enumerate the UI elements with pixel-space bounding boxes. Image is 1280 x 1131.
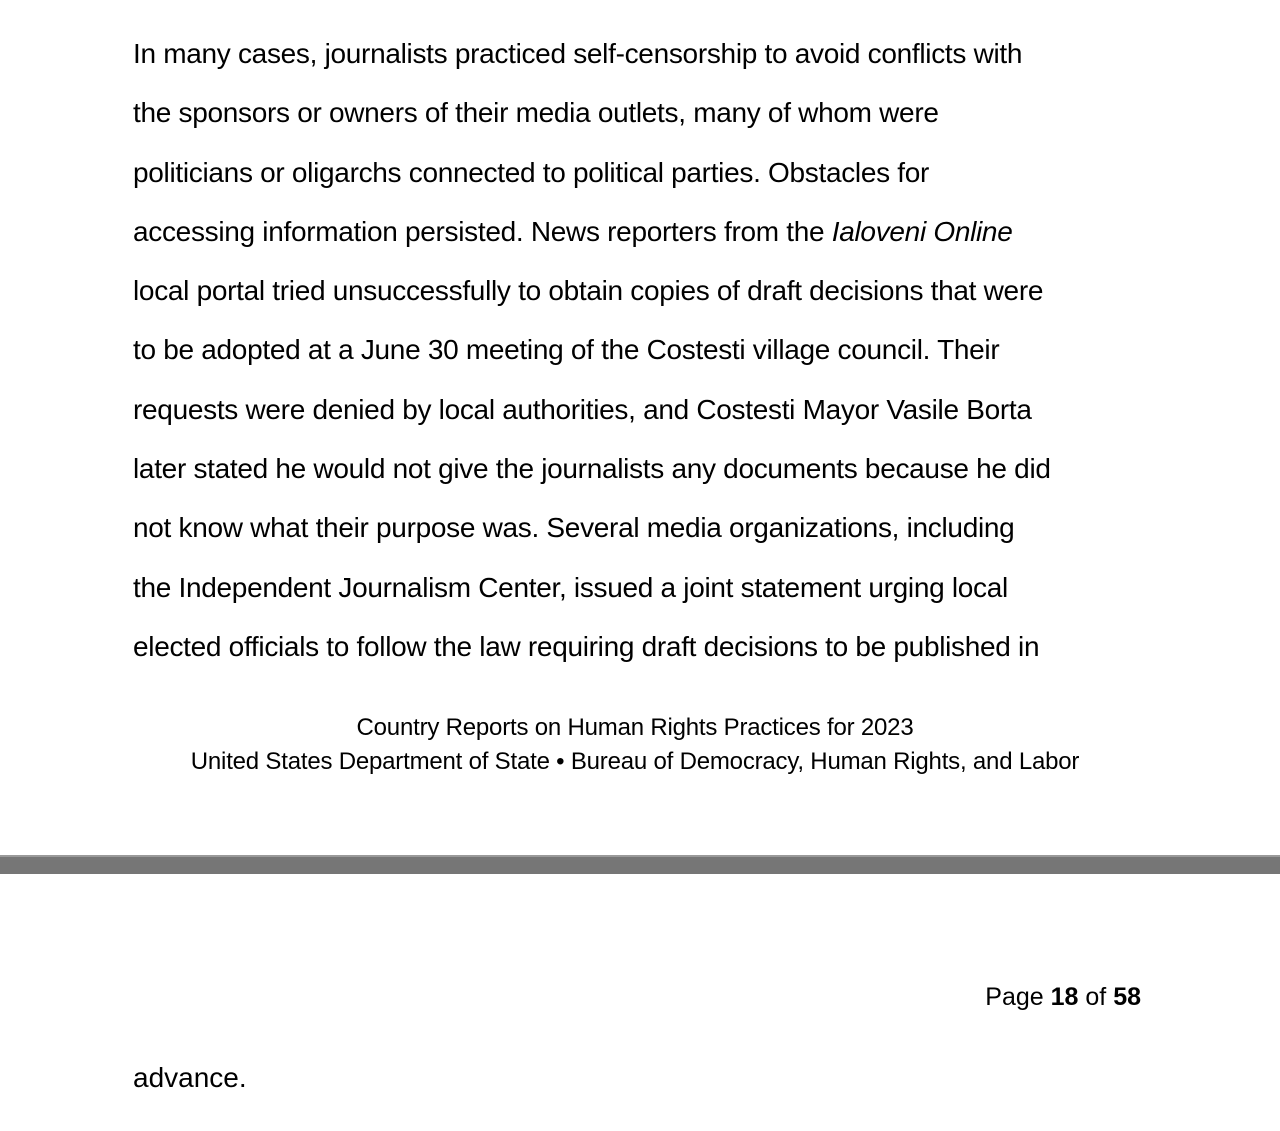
page-total: 58 [1113, 983, 1141, 1011]
footer-report-title: Country Reports on Human Rights Practices for 2023 [356, 714, 914, 741]
page-footer [0, 711, 1270, 779]
italic-publication-title: Ialoveni Online [831, 215, 1013, 247]
page-label: Page [985, 983, 1051, 1011]
text-line: not know what their purpose was. Several media organizations, including [133, 512, 1015, 544]
text-line: later stated he would not give the journalists any documents because he did [133, 453, 1051, 485]
text-segment: accessing information persisted. News reporters from the [133, 215, 832, 247]
page-current: 18 [1050, 983, 1079, 1011]
text-line: local portal tried unsuccessfully to obtain copies of draft decisions that were [133, 275, 1044, 307]
text-line: the Independent Journalism Center, issued a joint statement urging local [133, 571, 1008, 603]
continued-text: advance. [133, 1062, 247, 1093]
text-line: elected officials to follow the law requiring draft decisions to be published in [133, 630, 1040, 662]
page-of: of [1078, 983, 1114, 1011]
text-line: requests were denied by local authorities, and Costesti Mayor Vasile Borta [133, 393, 1032, 425]
page-number [985, 979, 1141, 1015]
body-paragraph [133, 24, 1143, 676]
footer-department: United States Department of State • Bureau of Democracy, Human Rights, and Labor [190, 748, 1080, 775]
text-line: the sponsors or owners of their media outlets, many of whom were [133, 97, 939, 129]
text-line [133, 202, 1143, 261]
text-line: In many cases, journalists practiced self-censorship to avoid conflicts with [133, 38, 1023, 69]
page-break-divider [0, 855, 1280, 874]
text-line: to be adopted at a June 30 meeting of the Costesti village council. Their [133, 334, 1000, 366]
text-line: politicians or oligarchs connected to political parties. Obstacles for [133, 156, 930, 188]
